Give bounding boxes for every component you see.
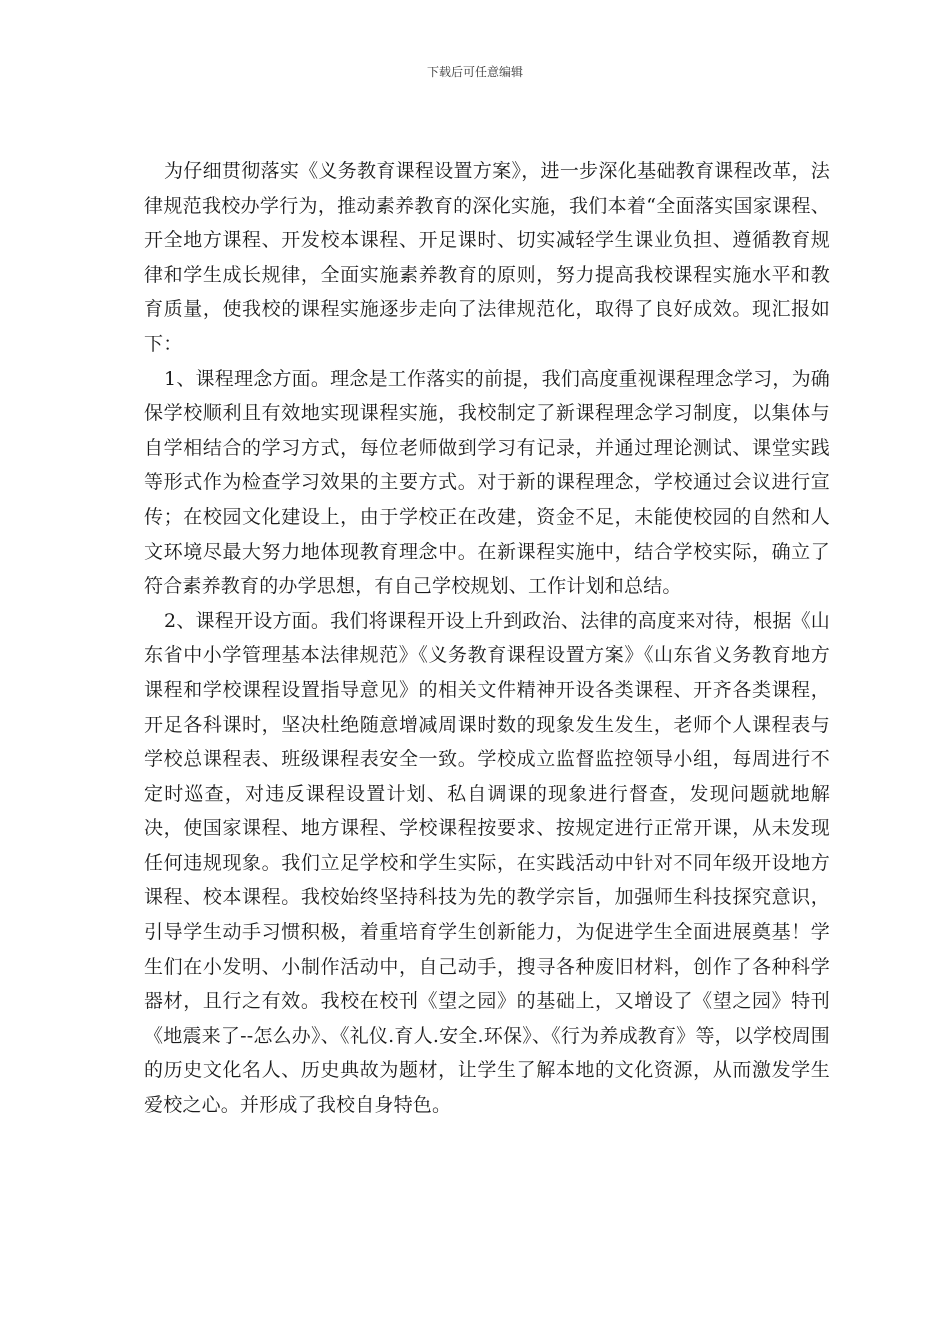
paragraph-intro: 为仔细贯彻落实《义务教育课程设置方案》，进一步深化基础教育课程改革，法律规范我校办学行为，推动素养教育的深化实施，我们本着“全面落实国家课程、开全地方课程、开发校本课程、开足课时、切实减轻学生课业负担、遵循教育规律和学生成长规律，全面实施素养教育的原则，努力提高我校课程实施水平和教育质量，使我校的课程实施逐步走向了法律规范化，取得了良好成效。现汇报如下： [144,160,830,355]
page-header: 下载后可任意编辑 [426,65,523,79]
paragraph-curriculum-concept: 1、课程理念方面。理念是工作落实的前提，我们高度重视课程理念学习，为确保学校顺利且有效地实现课程实施，我校制定了新课程理念学习制度，以集体与自学相结合的学习方式，每位老师做到学习有记录，并通过理论测试、课堂实践等形式作为检查学习效果的主要方式。对于新的课程理念，学校通过会议进行宣传；在校园文化建设上，由于学校正在改建，资金不足，未能使校园的自然和人文环境尽最大努力地体现教育理念中。在新课程实施中，结合学校实际，确立了符合素养教育的办学思想，有自己学校规划、工作计划和总结。 [144,367,830,598]
paragraph-curriculum-offering: 2、课程开设方面。我们将课程开设上升到政治、法律的高度来对待，根据《山东省中小学管理基本法律规范》《义务教育课程设置方案》《山东省义务教育地方课程和学校课程设置指导意见》的相关文件精神开设各类课程、开齐各类课程，开足各科课时，坚决杜绝随意增减周课时数的现象发生发生，老师个人课程表与学校总课程表、班级课程表安全一致。学校成立监督监控领导小组，每周进行不定时巡查，对违反课程设置计划、私自调课的现象进行督查，发现问题就地解决，使国家课程、地方课程、学校课程按要求、按规定进行正常开课，从未发现任何违规现象。我们立足学校和学生实际，在实践活动中针对不同年级开设地方课程、校本课程。我校始终坚持科技为先的教学宗旨，加强师生科技探究意识，引导学生动手习惯积极，着重培育学生创新能力，为促进学生全面进展奠基！学生们在小发明、小制作活动中，自己动手，搜寻各种废旧材料，创作了各种科学器材，且行之有效。我校在校刊《望之园》的基础上，又增设了《望之园》特刊《地震来了--怎么办》、《礼仪.育人.安全.环保》、《行为养成教育》等，以学校周围的历史文化名人、历史典故为题材，让学生了解本地的文化资源，从而激发学生爱校之心。并形成了我校自身特色。 [144,609,830,1117]
document-body [144,154,830,1123]
